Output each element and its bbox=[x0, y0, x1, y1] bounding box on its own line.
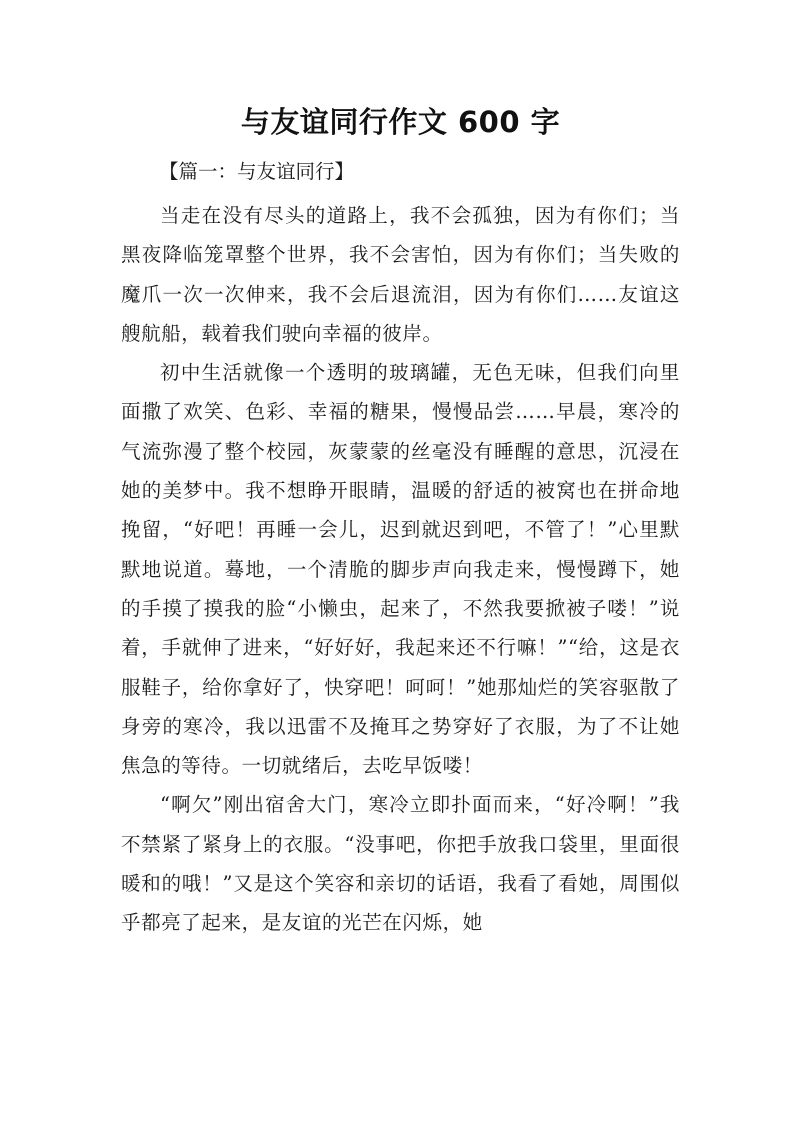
paragraph-1: 当走在没有尽头的道路上，我不会孤独，因为有你们；当黑夜降临笼罩整个世界，我不会害怕，因为有你们；当失败的魔爪一次一次伸来，我不会后退流泪，因为有你们……友谊这艘航船，载着我们驶向幸福的彼岸。 bbox=[121, 204, 680, 345]
paragraph-2: 初中生活就像一个透明的玻璃罐，无色无味，但我们向里面撒了欢笑、色彩、幸福的糖果，慢慢品尝……早晨，寒冷的气流弥漫了整个校园，灰蒙蒙的丝毫没有睡醒的意思，沉浸在她的美梦中。我不想睁开眼睛，温暖的舒适的被窝也在拼命地挽留，“好吧！再睡一会儿，迟到就迟到吧，不管了！”心里默默地说道。蓦地，一个清脆的脚步声向我走来，慢慢蹲下，她的手摸了摸我的脸“小懒虫，起来了，不然我要掀被子喽！”说着，手就伸了进来，“好好好，我起来还不行嘛！”“给，这是衣服鞋子，给你拿好了，快穿吧！呵呵！”她那灿烂的笑容驱散了身旁的寒冷，我以迅雷不及掩耳之势穿好了衣服，为了不让她焦急的等待。一切就绪后，去吃早饭喽！ bbox=[121, 361, 680, 778]
section-heading: 【篇一：与友谊同行】 bbox=[159, 160, 355, 183]
paragraph-3: “啊欠”刚出宿舍大门，寒冷立即扑面而来，“好冷啊！”我不禁紧了紧身上的衣服。“没事吧，你把手放我口袋里，里面很暖和的哦！”又是这个笑容和亲切的话语，我看了看她，周围似乎都亮了起来，是友谊的光芒在闪烁，她 bbox=[121, 793, 680, 935]
document-title: 与友谊同行作文 600 字 bbox=[240, 105, 561, 139]
